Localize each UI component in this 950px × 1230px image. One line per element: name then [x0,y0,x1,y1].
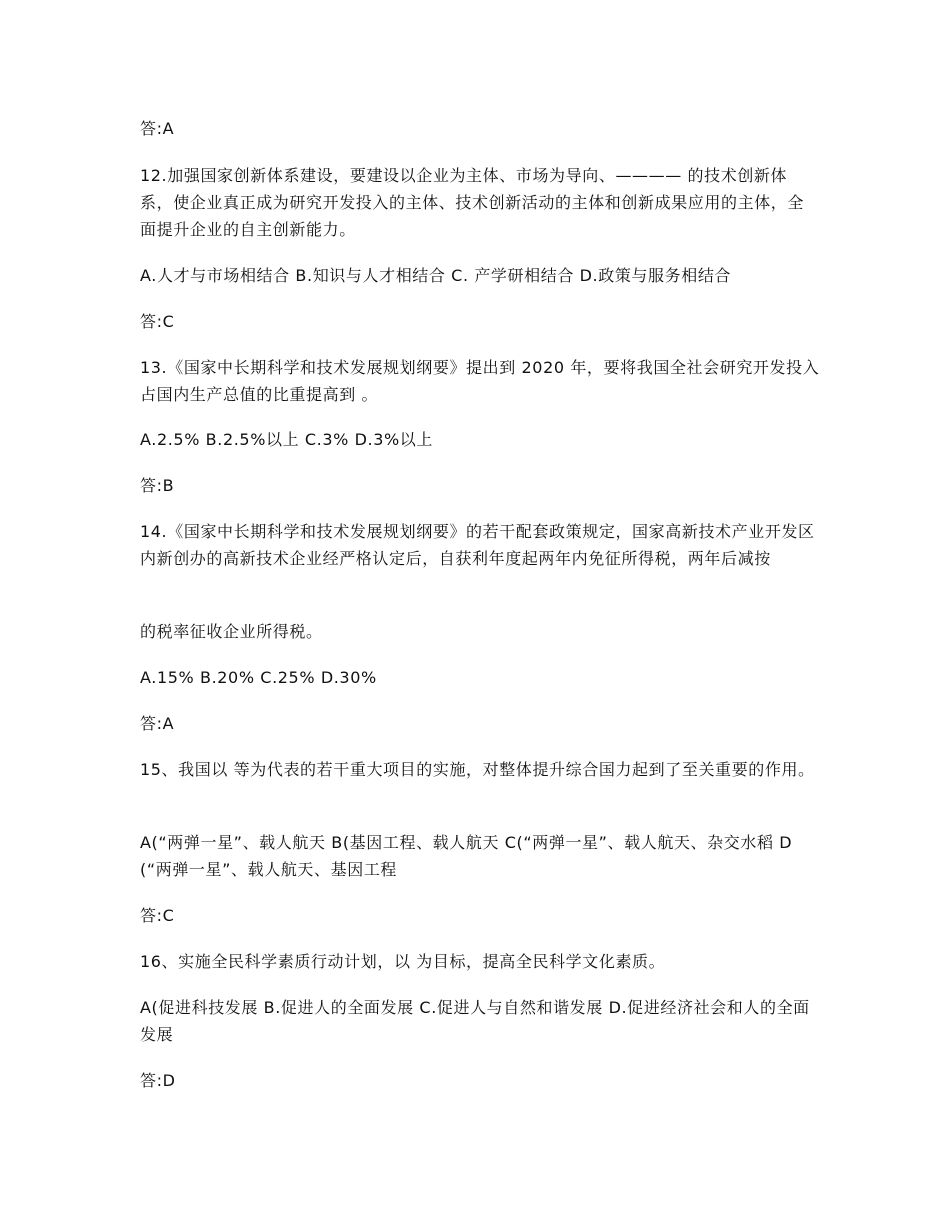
answer-12: 答:C [140,312,175,331]
question-16: 16、实施全民科学素质行动计划，以 为目标，提高全民科学文化素质。 [140,952,666,971]
options-12: A.人才与市场相结合 B.知识与人才相结合 C. 产学研相结合 D.政策与服务相结合 [140,266,732,285]
answer-13: 答:B [140,476,175,495]
answer-14: 答:A [140,714,175,733]
question-15: 15、我国以 等为代表的若干重大项目的实施，对整体提升综合国力起到了至关重要的作用。 [140,760,815,779]
answer-11: 答:A [140,119,175,138]
answer-15: 答:C [140,906,175,925]
answer-16: 答:D [140,1071,176,1090]
question-13: 13.《国家中长期科学和技术发展规划纲要》提出到 2020 年，要将我国全社会研究开发投入占国内生产总值的比重提高到 。 [140,358,820,404]
question-12: 12.加强国家创新体系建设，要建设以企业为主体、市场为导向、———— 的技术创新体系，使企业真正成为研究开发投入的主体、技术创新活动的主体和创新成果应用的主体，全面提升企业的自主创新能力。 [140,166,805,239]
options-15: A(“两弹一星”、载人航天 B(基因工程、载人航天 C(“两弹一星”、载人航天、杂交水稻 D(“两弹一星”、载人航天、基因工程 [140,833,793,879]
options-16: A(促进科技发展 B.促进人的全面发展 C.促进人与自然和谐发展 D.促进经济社会和人的全面发展 [140,998,810,1044]
options-13: A.2.5% B.2.5%以上 C.3% D.3%以上 [140,430,433,449]
question-14: 14.《国家中长期科学和技术发展规划纲要》的若干配套政策规定，国家高新技术产业开发区内新创办的高新技术企业经严格认定后，自获利年度起两年内免征所得税，两年后减按 [140,522,815,568]
question-14-continued: 的税率征收企业所得税。 [140,622,323,641]
options-14: A.15% B.20% C.25% D.30% [140,668,377,687]
